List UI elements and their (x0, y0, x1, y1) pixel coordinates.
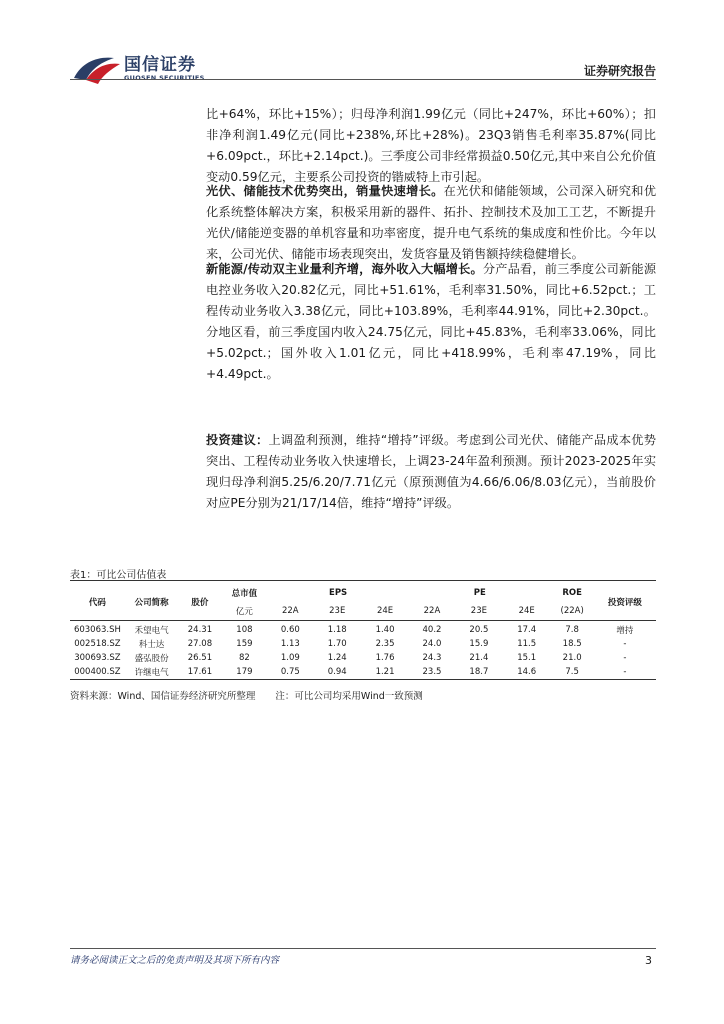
paragraph-text: 比+64%，环比+15%）；归母净利润1.99亿元（同比+247%，环比+60%）；扣非净利润1.49亿元(同比+238%,环比+28%)。23Q3销售毛利率35.87%(同比+6.09pct.，环比+2.14pct.)。三季度公司非经常损益0.50亿元,其中来自公允价值变动0.59亿元，主要系公司投资的锴威特上市引起。 (206, 107, 656, 184)
table-cell: 000400.SZ (70, 665, 125, 680)
table-cell: 21.4 (469, 653, 489, 663)
table-cell: 1.21 (361, 665, 409, 680)
forecast-note: 注：可比公司均采用Wind一致预测 (275, 691, 423, 702)
paragraph-text: 分产品看，前三季度公司新能源电控业务收入20.82亿元，同比+51.61%，毛利率31.50%，同比+6.52pct.；工程传动业务收入3.38亿元，同比+103.89%，毛利率44.91%，同比+2.30pct.。分地区看，前三季度国内收入24.75亿元，同比+45.83%，毛利率33.06%，同比+5.02pct.；国外收入1.01亿元，同比+418.99%，毛利率47.19%，同比+4.49pct.。 (206, 262, 657, 381)
disclaimer-notice: 请务必阅读正文之后的免责声明及其项下所有内容 (70, 955, 280, 966)
header-divider (70, 79, 656, 80)
table-cell: 1.76 (375, 653, 395, 663)
paragraph-lead: 光伏、储能技术优势突出，销量快速增长。 (206, 184, 444, 198)
col-header-year: 22A (423, 606, 441, 616)
col-header-roe: ROE (562, 588, 582, 598)
paragraph-text: 上调盈利预测，维持“增持”评级。考虑到公司光伏、储能产品成本优势突出、工程传动业务收入快速增长，上调23-24年盈利预测。预计2023-2025年实现归母净利润5.25/6.20/7.71亿元（原预测值为4.66/6.06/8.03亿元），当前股价对应PE分别为21/17/14倍，维持“增持”评级。 (206, 433, 656, 510)
table-cell: 24.31 (178, 621, 221, 638)
col-header-rating: 投资评级 (607, 598, 642, 608)
table-cell: 1.40 (361, 621, 409, 638)
table-cell: 108 (222, 621, 268, 638)
table-source-note (70, 688, 423, 702)
table-cell: 1.13 (280, 639, 300, 649)
table-cell: 11.5 (517, 639, 537, 649)
table-cell: 1.09 (280, 653, 300, 663)
table-cell: 24.0 (422, 639, 442, 649)
table-cell: 18.5 (562, 639, 582, 649)
table-row (70, 665, 656, 680)
paragraph-financials (206, 104, 656, 188)
paragraph-lead: 新能源/传动双主业量利齐增，海外收入大幅增长。 (206, 262, 483, 276)
paragraph-investment-advice (206, 430, 656, 514)
table-cell: 17.61 (178, 665, 221, 680)
col-header-year: 22A (281, 606, 299, 616)
table-cell: 0.60 (267, 621, 313, 638)
comparable-valuation-table (70, 584, 656, 680)
table-cell: 18.7 (455, 665, 503, 680)
paragraph-pv-storage (206, 181, 656, 265)
col-header-mcap-unit: 亿元 (235, 607, 253, 617)
table-row (70, 621, 656, 638)
table-cell: 1.70 (327, 639, 347, 649)
table-cell: 科士达 (138, 640, 165, 650)
col-header-year: 23E (470, 606, 487, 616)
logo-english-name: GUOSEN SECURITIES (124, 73, 205, 82)
col-header-year: 24E (518, 606, 535, 616)
table-cell: 禾望电气 (125, 621, 178, 638)
table-cell: 14.6 (503, 665, 551, 680)
table-row (70, 651, 656, 665)
table-cell: 0.94 (313, 665, 361, 680)
table-cell: 许继电气 (125, 665, 178, 680)
table-cell: 15.1 (517, 653, 537, 663)
table-cell: 603063.SH (70, 621, 125, 638)
table-cell: 17.4 (503, 621, 551, 638)
table-cell: - (623, 653, 627, 663)
col-header-eps: EPS (329, 588, 348, 598)
paragraph-business-segments (206, 259, 656, 385)
table-cell: 1.18 (313, 621, 361, 638)
table-cell: 82 (239, 653, 250, 663)
table-cell: 20.5 (455, 621, 503, 638)
table-cell: 002518.SZ (74, 639, 121, 649)
table-cell: 159 (236, 639, 253, 649)
col-header-pe: PE (473, 588, 486, 598)
table-cell: 盛弘股份 (134, 654, 169, 664)
col-header-year: 24E (376, 606, 394, 616)
table-cell: 0.75 (267, 665, 313, 680)
table-cell: 2.35 (375, 639, 395, 649)
table-cell: 7.8 (551, 621, 594, 638)
table-cell: 增持 (594, 621, 656, 638)
table-cell: 300693.SZ (74, 653, 121, 663)
page-number: 3 (645, 954, 652, 967)
paragraph-text: 在光伏和储能领域，公司深入研究和优化系统整体解决方案，积极采用新的器件、拓扑、控制技术及加工工艺，不断提升光伏/储能逆变器的单机容量和功率密度，提升电气系统的集成度和性价比。今年以来，公司光伏、储能市场表现突出，发货容量及销售额持续稳健增长。 (206, 184, 657, 261)
table-top-rule (70, 580, 656, 581)
table-cell: 15.9 (469, 639, 489, 649)
paragraph-lead: 投资建议： (206, 433, 269, 447)
table-cell: 7.5 (551, 665, 594, 680)
table-cell: 24.3 (422, 653, 442, 663)
table-cell: - (594, 665, 656, 680)
col-header-code: 代码 (88, 598, 106, 608)
col-header-mcap: 总市值 (231, 589, 258, 599)
table-row (70, 637, 656, 651)
table-cell: 1.24 (327, 653, 347, 663)
table-cell: - (623, 639, 627, 649)
logo-chinese-name: 国信证券 (124, 54, 196, 75)
table-cell: 23.5 (409, 665, 455, 680)
source-text: 资料来源：Wind、国信证券经济研究所整理 (70, 691, 256, 702)
col-header-roe-year: (22A) (560, 606, 584, 616)
col-header-year: 23E (329, 606, 346, 616)
table-cell: 40.2 (409, 621, 455, 638)
guosen-logo-icon (72, 52, 122, 86)
table-cell: 21.0 (562, 653, 582, 663)
col-header-price: 股价 (191, 598, 209, 608)
table-title: 表1：可比公司估值表 (70, 570, 167, 581)
col-header-name: 公司简称 (134, 598, 169, 608)
table-cell: 26.51 (187, 653, 213, 663)
table-cell: 27.08 (187, 639, 213, 649)
table-cell: 179 (222, 665, 268, 680)
footer-divider (70, 948, 656, 949)
guosen-logo (72, 52, 205, 86)
report-type-label: 证券研究报告 (583, 64, 656, 78)
